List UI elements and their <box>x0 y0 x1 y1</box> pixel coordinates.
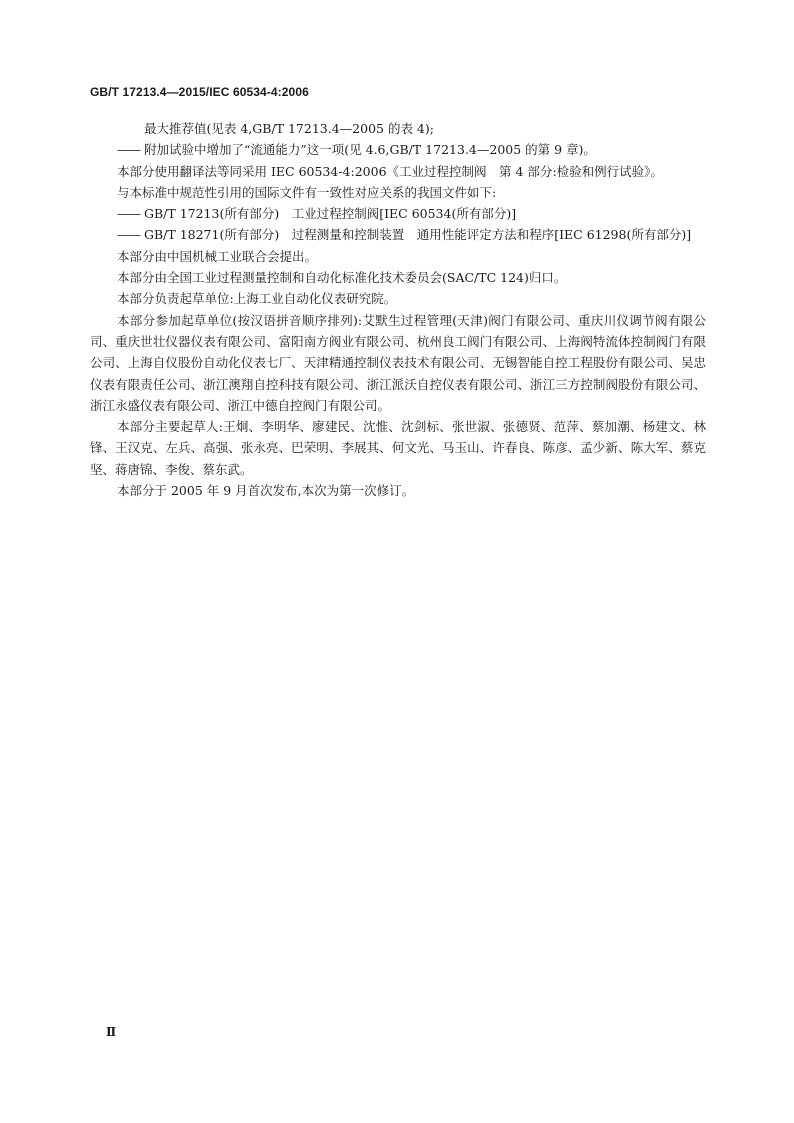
dash-list-item <box>90 224 706 245</box>
paragraph-proposed-by: 本部分由中国机械工业联合会提出。 <box>117 248 318 264</box>
dash-marker: —— <box>117 227 140 243</box>
dash-marker: —— <box>117 206 140 222</box>
dash-marker: —— <box>117 142 140 158</box>
paragraph-responsible-drafter: 本部分负责起草单位:上海工业自动化仪表研究院。 <box>117 291 397 307</box>
dash-list-item <box>90 139 706 160</box>
page-number: Ⅱ <box>106 1025 117 1039</box>
paragraph-centralized-by: 本部分由全国工业过程测量控制和自动化标准化技术委员会(SAC/TC 124)归口。 <box>117 270 567 286</box>
dash-item-text: 附加试验中增加了“流通能力”这一项(见 4.6,GB/T 17213.4—2005 的第 9 章)。 <box>144 142 596 158</box>
paragraph-publication-history: 本部分于 2005 年 9 月首次发布,本次为第一次修订。 <box>117 483 415 499</box>
dash-list-item <box>90 203 706 224</box>
paragraph-main-drafters: 本部分主要起草人:王炯、李明华、廖建民、沈惟、沈剑标、张世淑、张德贤、范萍、蔡加潮、杨建文、林锋、王汉克、左兵、高强、张永亮、巴荣明、李展其、何文光、马玉山、许春良、陈彦、孟少新、陈大军、蔡克坚、蒋唐锦、李俊、蔡东武。 <box>90 419 706 477</box>
foreword-body <box>90 118 706 501</box>
paragraph-normative-references: 与本标准中规范性引用的国际文件有一致性对应关系的我国文件如下: <box>117 184 497 200</box>
foreword-line-continued: 最大推荐值(见表 4,GB/T 17213.4—2005 的表 4); <box>144 121 434 136</box>
dash-item-text: GB/T 18271(所有部分) 过程测量和控制装置 通用性能评定方法和程序[IEC 61298(所有部分)] <box>144 227 692 243</box>
paragraph-participating-drafters: 本部分参加起草单位(按汉语拼音顺序排列):艾默生过程管理(天津)阀门有限公司、重庆川仪调节阀有限公司、重庆世壮仪器仪表有限公司、富阳南方阀业有限公司、杭州良工阀门有限公司、上海阀特流体控制阀门有限公司、上海自仪股份自动化仪表七厂、天津精通控制仪表技术有限公司、无锡智能自控工程股份有限公司、吴忠仪表有限责任公司、浙江澳翔自控科技有限公司、浙江派沃自控仪表有限公司、浙江三方控制阀股份有限公司、浙江永盛仪表有限公司、浙江中德自控阀门有限公司。 <box>90 312 706 413</box>
dash-item-text: GB/T 17213(所有部分) 工业过程控制阀[IEC 60534(所有部分)] <box>144 206 517 222</box>
standard-number-header: GB/T 17213.4—2015/IEC 60534-4:2006 <box>90 85 309 99</box>
paragraph-translation-method: 本部分使用翻译法等同采用 IEC 60534-4:2006《工业过程控制阀 第 4 部分:检验和例行试验》。 <box>117 163 663 179</box>
